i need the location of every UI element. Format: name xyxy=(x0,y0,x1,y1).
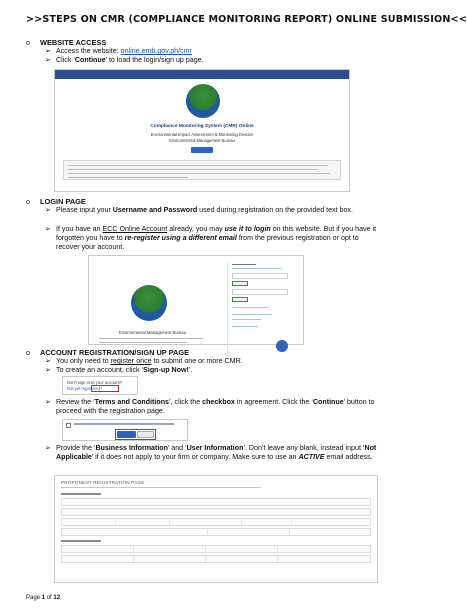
terms-screenshot xyxy=(62,419,188,441)
arrow-bullet-icon: ➢ xyxy=(45,48,51,55)
cmr-screen-title: Compliance Monitoring System (CMR) Online xyxy=(150,124,254,129)
cmr-screen-subtitle: Environmental Impact Assessment & Monitoring Division xyxy=(150,132,254,137)
form-row xyxy=(61,555,371,563)
form-row xyxy=(61,498,371,506)
list-item: ➢ To create an account, click ‘Sign-up Now!’. xyxy=(45,366,193,374)
list-item: ➢ Please input your Username and Password used during registration on the provided text box. xyxy=(45,206,353,214)
section-login-page: o LOGIN PAGE xyxy=(26,197,86,206)
agree-checkbox xyxy=(66,423,71,428)
continue-button xyxy=(191,147,213,153)
section-heading: LOGIN PAGE xyxy=(40,197,86,206)
arrow-bullet-icon: ➢ xyxy=(45,226,51,233)
business-info-label xyxy=(61,493,101,495)
emb-logo-icon xyxy=(186,84,220,118)
notice-box xyxy=(63,160,341,180)
section-bullet: o xyxy=(26,40,30,47)
page-number: Page 1 of 12 xyxy=(26,595,61,601)
ecc-online-account-link[interactable]: ECC Online Account xyxy=(102,225,168,233)
username-field xyxy=(232,273,288,279)
cmr-homepage-screenshot xyxy=(54,69,350,192)
highlight-box xyxy=(115,429,156,440)
list-item: ➢ You only need to register once to submit one or more CMR. xyxy=(45,357,243,365)
placeholder-text-line xyxy=(99,338,203,339)
signup-link-screenshot: Don't sign in to your account? Not yet registered? xyxy=(62,376,138,395)
arrow-bullet-icon: ➢ xyxy=(45,358,51,365)
arrow-bullet-icon: ➢ xyxy=(45,367,51,374)
login-screen-caption: Environmental Management Bureau xyxy=(119,330,187,335)
section-website-access xyxy=(26,38,106,47)
section-heading: WEBSITE ACCESS xyxy=(40,38,107,47)
form-row xyxy=(61,518,371,526)
emb-logo-icon xyxy=(131,285,167,321)
arrow-bullet-icon: ➢ xyxy=(45,57,51,64)
password-field xyxy=(232,289,288,295)
login-page-screenshot xyxy=(88,255,304,345)
list-item: ➢ Click ‘Continue’ to load the login/sign up page. xyxy=(45,56,204,64)
arrow-bullet-icon: ➢ xyxy=(45,207,51,214)
sign-in-button xyxy=(232,297,248,302)
section-account-registration: o ACCOUNT REGISTRATION/SIGN UP PAGE xyxy=(26,348,190,357)
client-account-panel xyxy=(227,262,299,356)
emb-seal-icon xyxy=(276,340,288,352)
form-row xyxy=(61,528,371,536)
form-row xyxy=(61,545,371,553)
placeholder-text-line xyxy=(99,342,187,343)
cmr-website-link[interactable]: online.emb.gov.ph/cmr xyxy=(120,47,192,55)
login-button xyxy=(232,281,248,286)
list-item: ➢ Access the website: online.emb.gov.ph/cmr xyxy=(45,47,192,55)
form-title: PROPONENT REGISTRATION PAGE xyxy=(61,480,145,485)
document-title: >>STEPS ON CMR (COMPLIANCE MONITORING REPORT) ONLINE SUBMISSION<< xyxy=(26,14,467,25)
form-row xyxy=(61,508,371,516)
browser-nav-bar xyxy=(55,70,349,79)
section-heading: ACCOUNT REGISTRATION/SIGN UP PAGE xyxy=(40,348,190,357)
list-item: ➢ Review the ‘Terms and Conditions’, click the checkbox in agreement. Click the ‘Continue’ button to proceed with the registration page. xyxy=(45,398,375,415)
list-item: ➢ Provide the ‘Business Information’ and ‘User Information’. Don’t leave any blank, instead input ‘Not Applicable’ if it does not apply to your firm or company. Make sure to use an ACTIVE email address. xyxy=(45,444,377,461)
cmr-screen-subtitle: Environmental Management Bureau xyxy=(169,138,235,143)
registration-form-screenshot xyxy=(54,475,378,583)
arrow-bullet-icon: ➢ xyxy=(45,445,51,452)
list-item: ➢ If you have an ECC Online Account already, you may use it to login on this website. But if you have it forgotten you have to re-register using a different email from the previous registration or opt to recover your account. xyxy=(45,225,377,251)
user-info-label xyxy=(61,540,101,542)
highlight-box xyxy=(91,385,119,392)
arrow-bullet-icon: ➢ xyxy=(45,399,51,406)
